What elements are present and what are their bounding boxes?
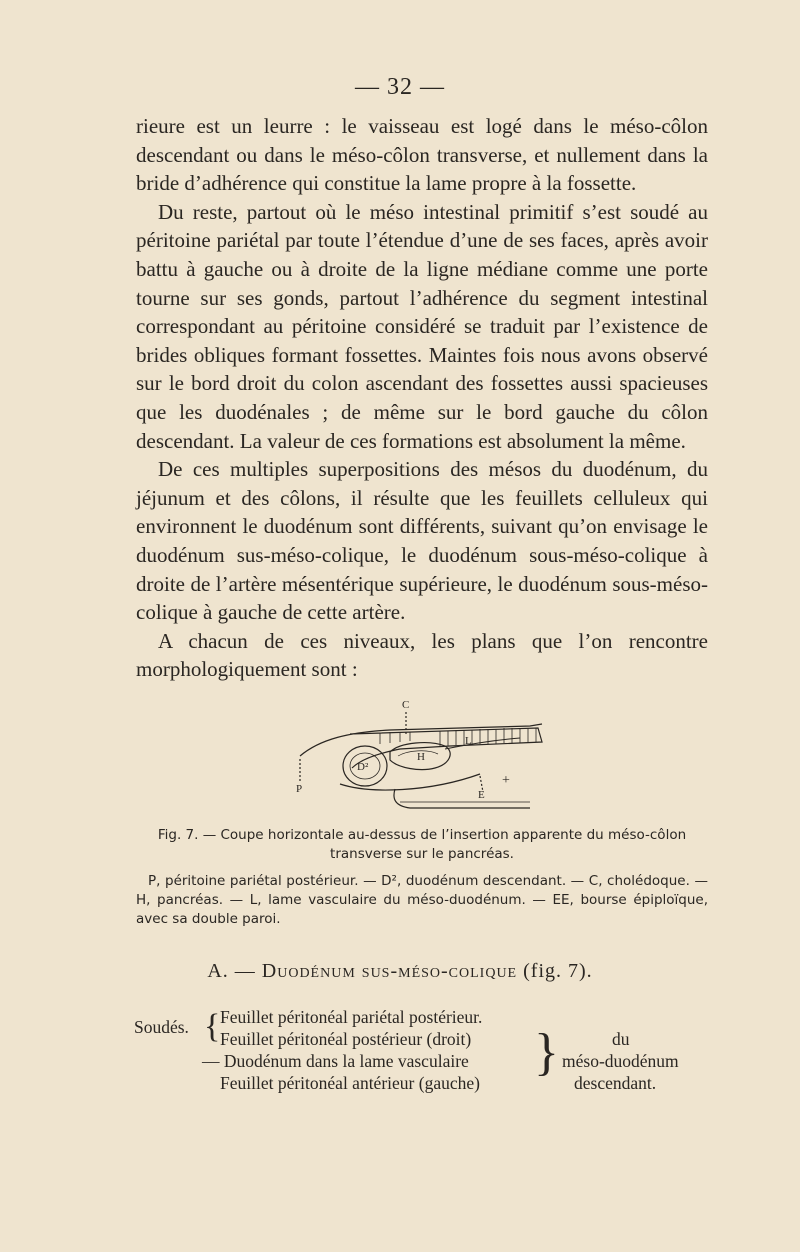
label-l: L [465, 735, 472, 747]
paragraph: rieure est un leurre : le vaisseau est logé dans le méso-côlon descendant ou dans le méso-côlon transverse, et nullement dans la bride d’adhérence qui constitue la lame propre à la fossette. [136, 114, 708, 196]
section-title: Duodénum sus-méso-colique [261, 960, 518, 982]
right-line-1: du [612, 1029, 630, 1049]
paragraph: Du reste, partout où le méso intestinal primitif s’est soudé au péritoine pariétal par toute l’étendue d’une de ses faces, après avoir battu à gauche ou à droite de la ligne médiane comme une porte tourne sur ses gonds, partout l’adhérence du segment intestinal correspondant au péritoine considéré se traduit par l’existence de brides obliques formant fossettes. Maintes fois nous avons observé sur le bord droit du colon ascendant des fossettes aussi spacieuses que les duodénales ; de même sur le bord gauche du côlon descendant. La valeur de ces formations est absolument la même. [136, 199, 708, 453]
layers-list [134, 1007, 714, 1117]
section-letter: A. [207, 960, 229, 982]
label-plus: + [502, 773, 510, 788]
right-line-3: descendant. [574, 1073, 657, 1093]
label-c: C [402, 699, 410, 711]
layer-line-4: Feuillet péritonéal antérieur (gauche) [220, 1073, 480, 1093]
caption-legend: P, péritoine pariétal postérieur. — D², duodénum descendant. — C, cholédoque. — H, pancréas. — L, lame vasculaire du méso-duodénum. — EE, bourse épiploïque, avec sa double paroi. [136, 873, 708, 927]
section-ref: (fig. 7). [523, 960, 593, 982]
figure-duodenum-section [280, 694, 560, 819]
figure-caption [136, 826, 708, 929]
paragraph: A chacun de ces niveaux, les plans que l’on rencontre morphologiquement sont : [136, 628, 708, 682]
paragraph: De ces multiples superpositions des mésos du duodénum, du jéjunum et des côlons, il résulte que les feuillets celluleux qui environnent le duodénum sont différents, suivant qu’on envisage le duodénum sus-méso-colique, le duodénum sous-méso-colique à droite de l’artère mésentérique supérieure, le duodénum sous-méso-colique à gauche de cette artère. [136, 457, 708, 625]
layer-line-1: Feuillet péritonéal pariétal postérieur. [220, 1007, 483, 1027]
right-brace: } [534, 1024, 559, 1081]
omental-bursa [340, 774, 480, 790]
caption-title: Fig. 7. — Coupe horizontale au-dessus de l’insertion apparente du méso-côlon transverse sur le pancréas. [157, 827, 687, 862]
body-text [136, 112, 708, 684]
right-line-2: méso-duodénum [562, 1051, 679, 1071]
section-heading [0, 960, 800, 983]
soudes-label: Soudés. [134, 1017, 189, 1037]
label-h: H [417, 751, 425, 763]
left-brace: { [204, 1008, 221, 1045]
layer-line-2: Feuillet péritonéal postérieur (droit) [220, 1029, 472, 1049]
label-d2: D² [357, 761, 369, 773]
page-number: — 32 — [355, 74, 445, 100]
section-dash: — [234, 960, 256, 982]
layer-line-3: — Duodénum dans la lame vasculaire [202, 1051, 469, 1071]
label-p: P [296, 783, 303, 795]
label-e: E [478, 789, 485, 801]
